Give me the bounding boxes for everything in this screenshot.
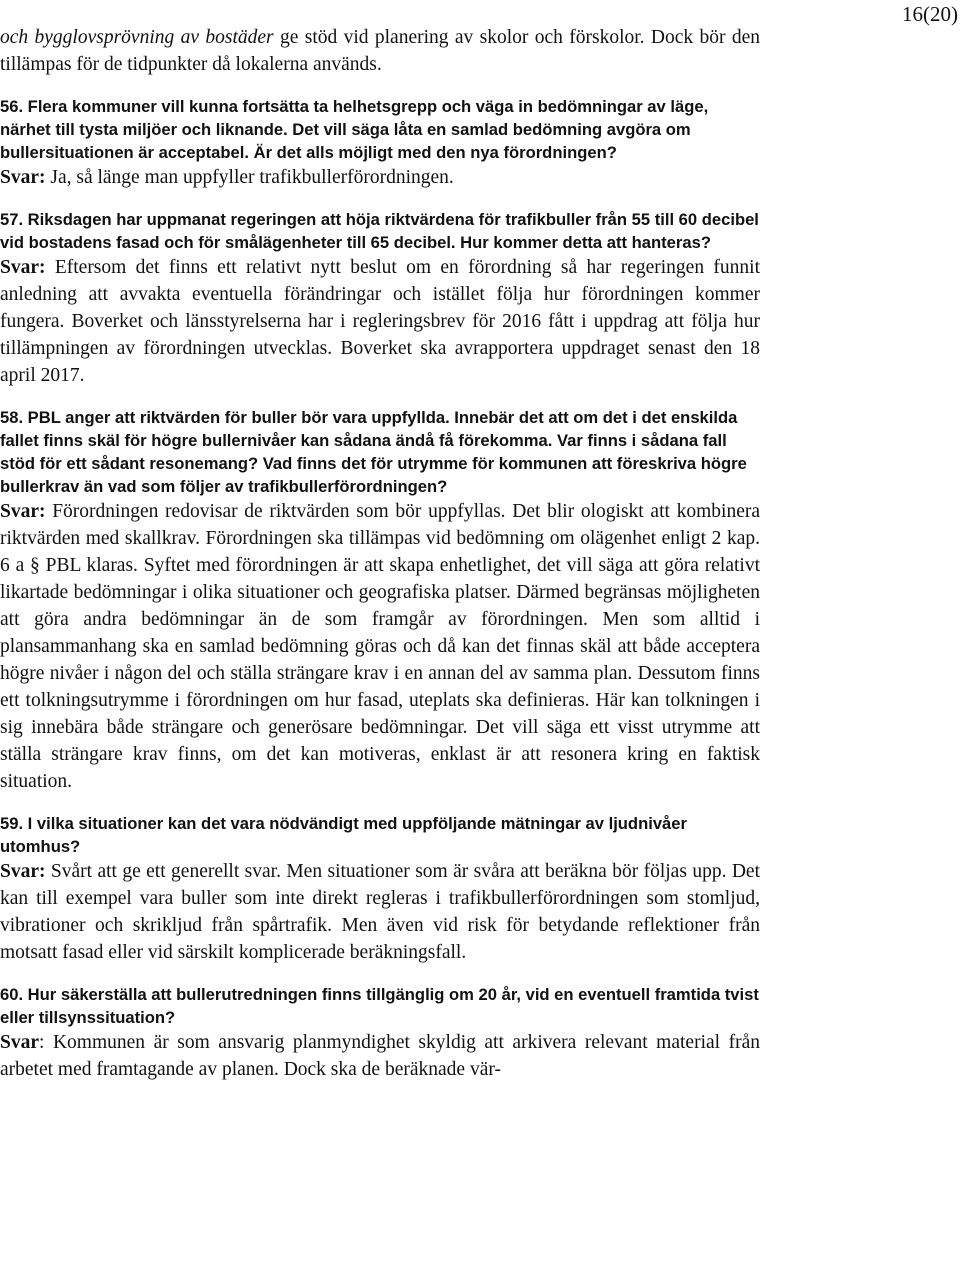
answer-57 — [0, 254, 760, 389]
document-body — [0, 24, 760, 1083]
intro-text: ge stöd vid planering av skolor och förskolor. Dock bör den tillämpas för de tidpunkter då lokalerna används. — [0, 27, 760, 75]
answer-59 — [0, 858, 760, 966]
answer-label: Svar: — [0, 167, 46, 188]
question-58: 58. PBL anger att riktvärden för buller bör vara uppfyllda. Innebär det att om det i det enskilda fallet finns skäl för högre bullernivåer kan sådana ändå få förekomma. Var finns i sådana fall stöd för ett sådant resonemang? Vad finns det för utrymme för kommunen att föreskriva högre bullerkrav än vad som följer av trafikbullerförordningen? — [0, 408, 747, 496]
answer-text: Eftersom det finns ett relativt nytt beslut om en förordning så har regeringen funnit anledning att avvakta eventuella förändringar och istället följa hur förordningen kommer fungera. Boverket och länsstyrelserna har i regleringsbrev för 2016 fått i uppdrag att följa hur tillämpningen av förordningen utvecklas. Boverket ska avrapportera uppdraget senast den 18 april 2017. — [0, 257, 760, 386]
answer-text: Svårt att ge ett generellt svar. Men situationer som är svåra att beräkna bör följas upp. Det kan till exempel vara buller som inte direkt regleras i trafikbullerförordningen som stomljud, vibrationer och skrikljud från spårtrafik. Men även vid risk för betydande reflektioner från motsatt fasad eller vid särskilt komplicerade beräkningsfall. — [0, 861, 760, 963]
answer-label: Svar: — [0, 861, 46, 882]
answer-58 — [0, 498, 760, 795]
question-57: 57. Riksdagen har uppmanat regeringen att höja riktvärdena för trafikbuller från 55 till 60 decibel vid bostadens fasad och för smålägenheter till 65 decibel. Hur kommer detta att hanteras? — [0, 210, 759, 252]
answer-label: Svar: — [0, 257, 46, 278]
page-number: 16(20) — [902, 2, 958, 26]
answer-56 — [0, 164, 760, 191]
answer-label: Svar: — [0, 501, 46, 522]
question-56: 56. Flera kommuner vill kunna fortsätta ta helhetsgrepp och väga in bedömningar av läge, närhet till tysta miljöer och liknande. Det vill säga låta en samlad bedömning avgöra om bullersituationen är acceptabel. Är det alls möjligt med den nya förordningen? — [0, 97, 709, 162]
question-60: 60. Hur säkerställa att bullerutredningen finns tillgänglig om 20 år, vid en eventuell framtida tvist eller tillsynssituation? — [0, 985, 759, 1027]
intro-paragraph — [0, 24, 760, 78]
intro-italic: och bygglovsprövning av bostäder — [0, 27, 274, 48]
answer-text: : Kommunen är som ansvarig planmyndighet skyldig att arkivera relevant material från arbetet med framtagande av planen. Dock ska de beräknade vär- — [0, 1032, 760, 1080]
question-59: 59. I vilka situationer kan det vara nödvändigt med uppföljande mätningar av ljudnivåer utomhus? — [0, 814, 687, 856]
answer-60 — [0, 1029, 760, 1083]
answer-text: Ja, så länge man uppfyller trafikbullerförordningen. — [45, 167, 454, 188]
answer-text: Förordningen redovisar de riktvärden som bör uppfyllas. Det blir ologiskt att kombinera riktvärden med skallkrav. Förordningen ska tillämpas vid bedömning om olägenhet enligt 2 kap. 6 a § PBL klaras. Syftet med förordningen är att skapa enhetlighet, det vill säga att göra relativt likartade bedömningar i olika situationer och geografiska platser. Därmed begränsas möjligheten att göra andra bedömningar än de som framgår av förordningen. Men som alltid i plansammanhang ska en samlad bedömning göras och då kan det finnas skäl att både acceptera högre nivåer i någon del och ställa strängare krav i en annan del av samma plan. Dessutom finns ett tolkningsutrymme i förordningen om hur fasad, uteplats ska definieras. Här kan tolkningen i sig innebära både strängare och generösare bedömningar. Det vill säga ett visst utrymme att ställa strängare krav finns, om det kan motiveras, enklast är att resonera kring en faktisk situation. — [0, 501, 760, 792]
answer-label: Svar — [0, 1032, 39, 1053]
